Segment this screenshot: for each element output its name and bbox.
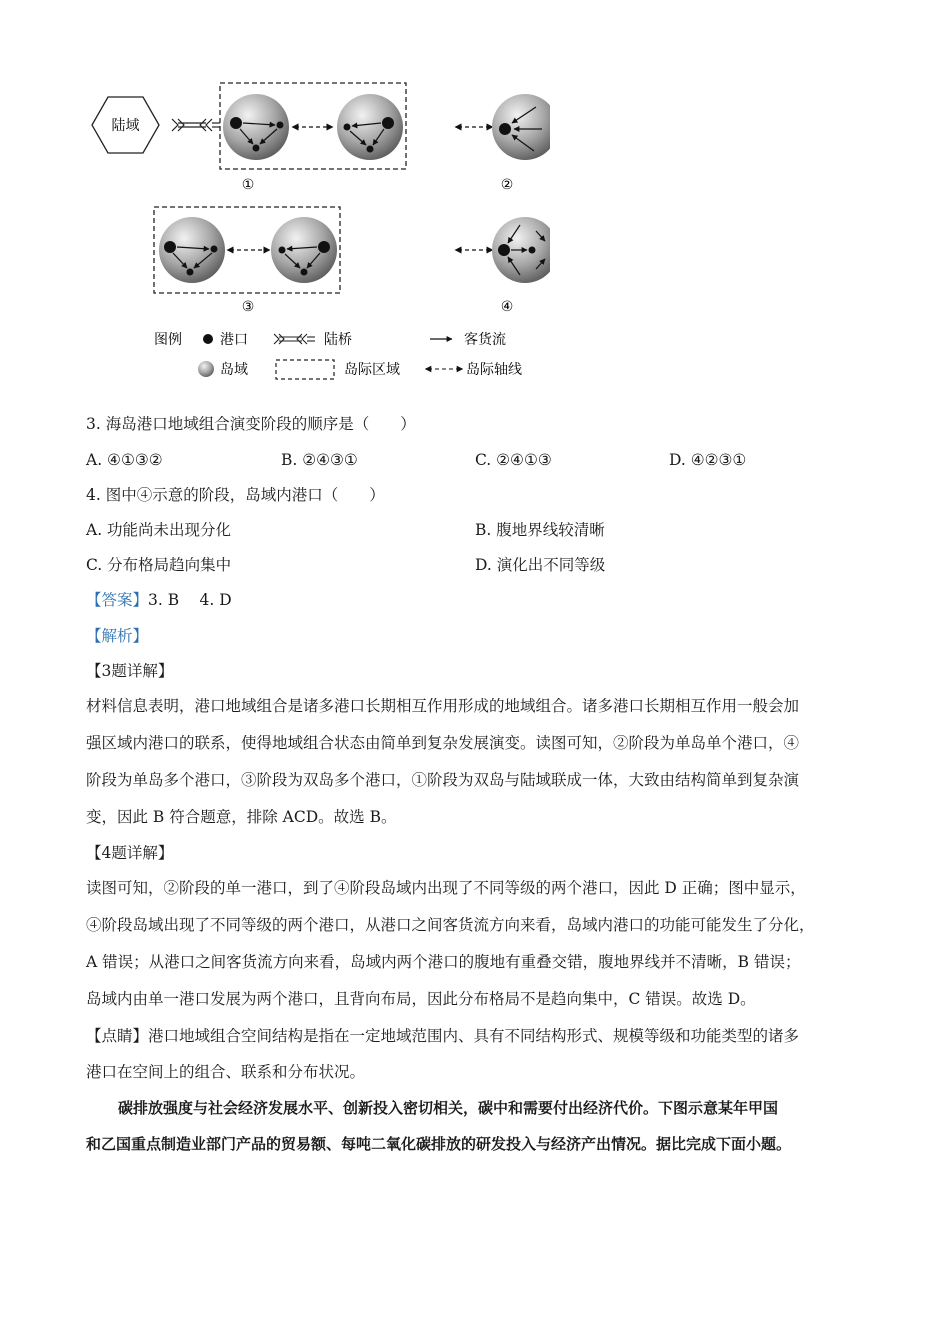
legend-region-icon — [276, 360, 334, 379]
answer-tag: 【答案】 — [86, 591, 149, 609]
legend-axis: 岛际轴线 — [466, 362, 522, 378]
q4-option-b[interactable]: B. 腹地界线较清晰 — [475, 521, 605, 539]
legend-flow: 客货流 — [464, 332, 506, 348]
answer-text: 3. B 4. D — [148, 591, 232, 609]
material-line-1: 碳排放强度与社会经济发展水平、创新投入密切相关，碳中和需要付出经济代价。下图示意某年甲国 — [118, 1099, 779, 1117]
q3-detail-line-4: 变，因此 B 符合题意，排除 ACD。故选 B。 — [86, 808, 397, 826]
land-bridge-icon — [172, 119, 220, 131]
legend-bridge-icon — [274, 334, 315, 344]
material-line-2: 和乙国重点制造业部门产品的贸易额、每吨二氧化碳排放的研发投入与经济产出情况。据比完成下面小题。 — [86, 1135, 792, 1153]
q4-detail-line-4: 岛域内由单一港口发展为两个港口，且背向布局，因此分布格局不是趋向集中，C 错误。故选 D。 — [86, 990, 756, 1008]
legend-bridge: 陆桥 — [324, 332, 352, 348]
port-evolution-diagram — [80, 75, 550, 390]
stage1-label: ① — [241, 177, 255, 193]
q4-detail-line-3: A 错误；从港口之间客货流方向来看，岛域内两个港口的腹地有重叠交错，腹地界线并不清晰，B 错误； — [86, 953, 801, 971]
q3-detail-line-1: 材料信息表明，港口地域组合是诸多港口长期相互作用形成的地域组合。诸多港口长期相互作用一般会加 — [86, 697, 800, 715]
tip-tag: 【点睛】 — [86, 1027, 149, 1045]
port-evolution-figure — [80, 75, 550, 390]
q3-option-b[interactable]: B. ②④③① — [281, 451, 358, 469]
answer-line — [86, 590, 232, 610]
q3-option-d[interactable]: D. ④②③① — [669, 451, 747, 469]
land-label: 陆域 — [111, 118, 140, 134]
q3-option-a[interactable]: A. ④①③② — [86, 451, 163, 469]
tip-line-1 — [86, 1026, 799, 1046]
q4-detail-line-2: ④阶段岛域出现了不同等级的两个港口，从港口之间客货流方向来看，岛域内港口的功能可能发生了分化， — [86, 916, 815, 934]
analysis-tag: 【解析】 — [86, 627, 149, 645]
legend-title: 图例 — [154, 332, 182, 348]
q3-option-c[interactable]: C. ②④①③ — [475, 451, 552, 469]
q4-stem: 4. 图中④示意的阶段，岛域内港口（ ） — [86, 486, 385, 504]
legend-island-icon — [198, 361, 214, 377]
q3-detail-line-2: 强区域内港口的联系，使得地域组合状态由简单到复杂发展演变。读图可知，②阶段为单岛单个港口，④ — [86, 734, 800, 752]
stage3-label: ③ — [241, 299, 255, 315]
legend-port-icon — [203, 334, 213, 344]
q3-stem: 3. 海岛港口地域组合演变阶段的顺序是（ ） — [86, 415, 416, 433]
stage4-label: ④ — [500, 299, 514, 315]
tip-line-2: 港口在空间上的组合、联系和分布状况。 — [86, 1063, 366, 1081]
q4-detail-title: 【4题详解】 — [86, 844, 174, 862]
q4-option-a[interactable]: A. 功能尚未出现分化 — [86, 521, 232, 539]
legend-island: 岛域 — [220, 362, 248, 378]
legend-region: 岛际区域 — [344, 362, 400, 378]
q4-option-d[interactable]: D. 演化出不同等级 — [475, 556, 606, 574]
q4-option-c[interactable]: C. 分布格局趋向集中 — [86, 556, 232, 574]
q3-detail-line-3: 阶段为单岛多个港口，③阶段为双岛多个港口，①阶段为双岛与陆域联成一体，大致由结构简单到复杂演 — [86, 771, 800, 789]
stage2-label: ② — [500, 177, 514, 193]
tip-text-1: 港口地域组合空间结构是指在一定地域范围内、具有不同结构形式、规模等级和功能类型的诸多 — [148, 1027, 800, 1045]
q3-detail-title: 【3题详解】 — [86, 662, 174, 680]
q4-detail-line-1: 读图可知，②阶段的单一港口，到了④阶段岛域内出现了不同等级的两个港口，因此 D 正确；图中显示， — [86, 879, 806, 897]
legend-port: 港口 — [220, 332, 248, 348]
